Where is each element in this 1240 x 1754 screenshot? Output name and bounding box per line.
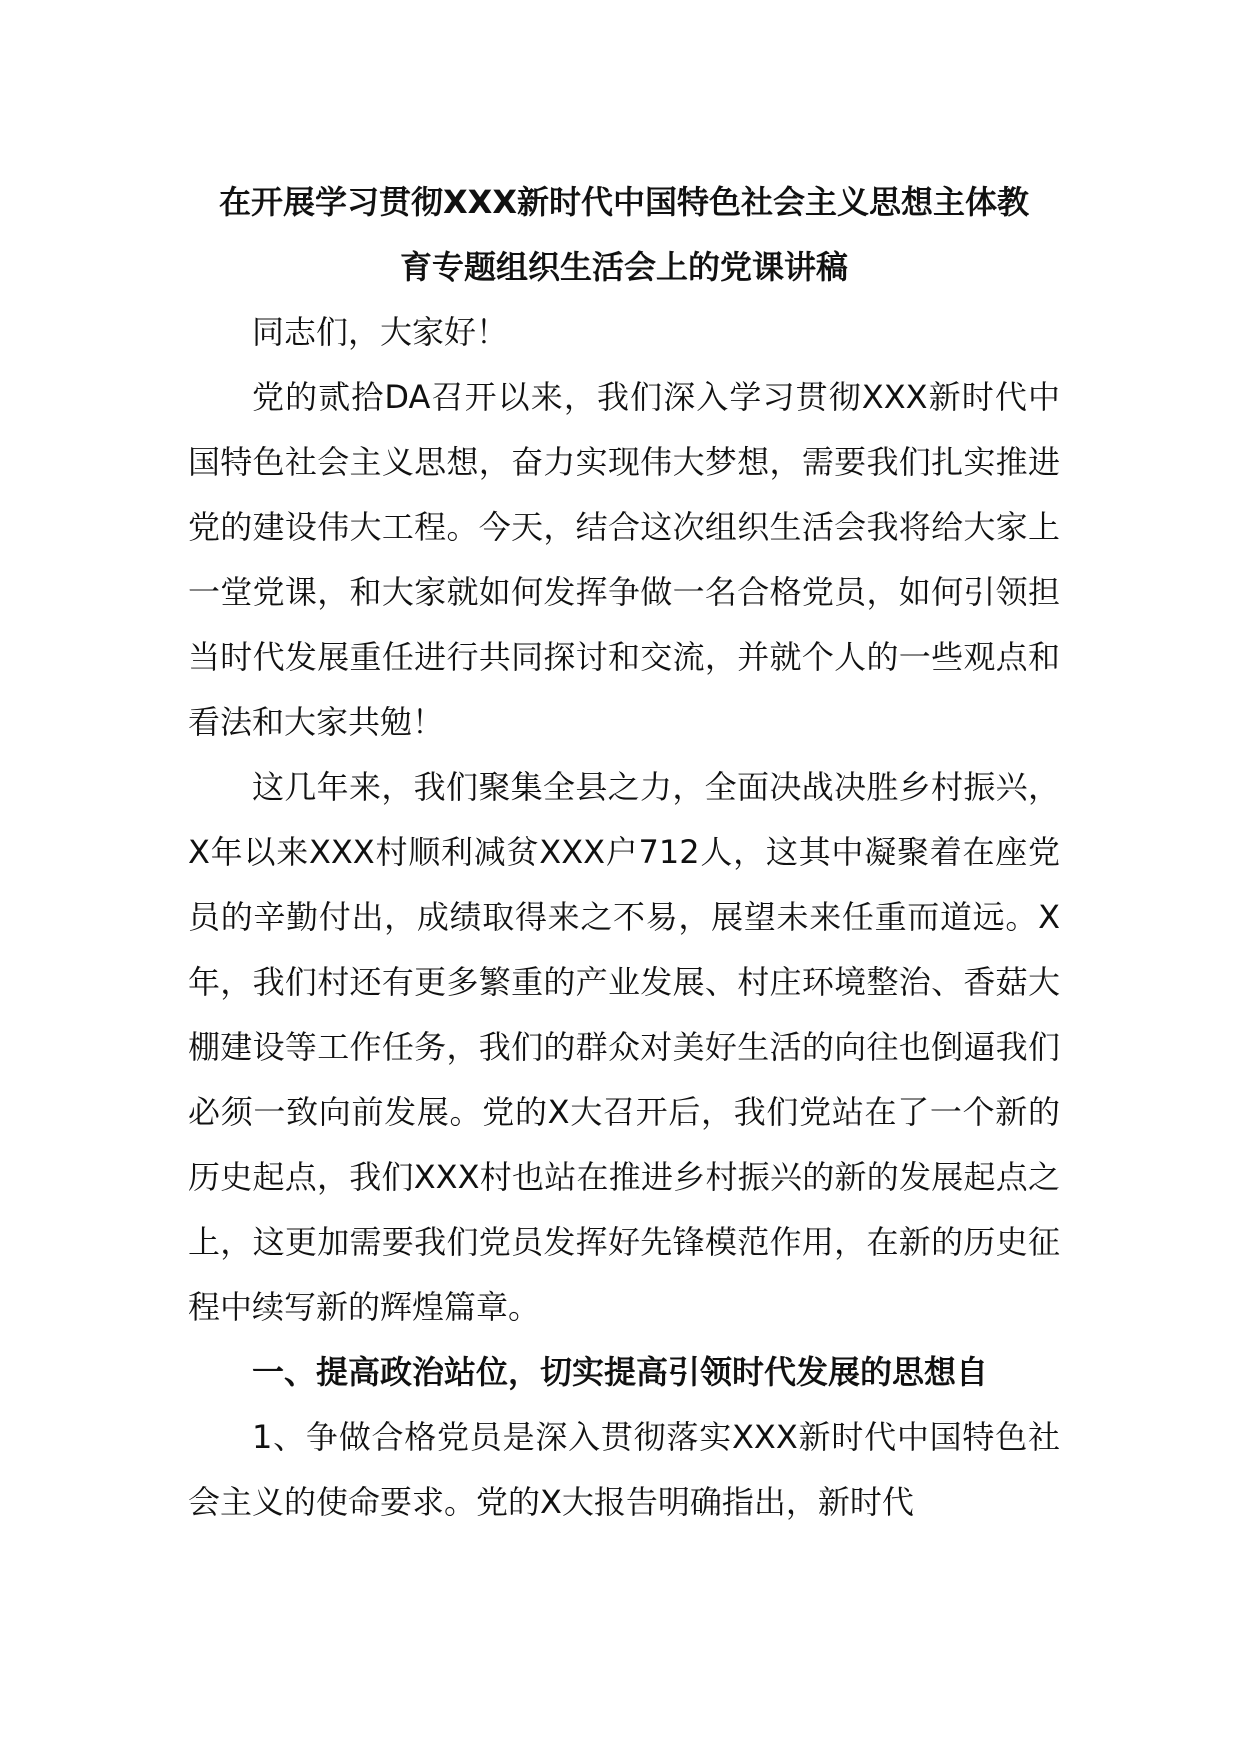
section-1-paragraph: 1、争做合格党员是深入贯彻落实XXX新时代中国特色社会主义的使命要求。党的X大报告明确指出，新时代 (188, 1418, 1060, 1521)
document-title-line-2: 育专题组织生活会上的党课讲稿 (399, 248, 848, 286)
section-heading-1: 一、提高政治站位，切实提高引领时代发展的思想自 (252, 1353, 989, 1391)
paragraph-intro: 党的贰拾DA召开以来，我们深入学习贯彻XXX新时代中国特色社会主义思想，奋力实现伟大梦想，需要我们扎实推进党的建设伟大工程。今天，结合这次组织生活会我将给大家上一堂党课，和大家就如何发挥争做一名合格党员，如何引领担当时代发展重任进行共同探讨和交流，并就个人的一些观点和看法和大家共勉！ (188, 378, 1060, 741)
document-page (188, 170, 1060, 1535)
salutation: 同志们，大家好！ (252, 313, 509, 351)
document-title (188, 170, 1060, 300)
document-title-line-1: 在开展学习贯彻XXX新时代中国特色社会主义思想主体教 (218, 183, 1030, 221)
paragraph-achievements: 这几年来，我们聚集全县之力，全面决战决胜乡村振兴，X年以来XXX村顺利减贫XXX户712人，这其中凝聚着在座党员的辛勤付出，成绩取得来之不易，展望未来任重而道远。X年，我们村还有更多繁重的产业发展、村庄环境整治、香菇大棚建设等工作任务，我们的群众对美好生活的向往也倒逼我们必须一致向前发展。党的X大召开后，我们党站在了一个新的历史起点，我们XXX村也站在推进乡村振兴的新的发展起点之上，这更加需要我们党员发挥好先锋模范作用，在新的历史征程中续写新的辉煌篇章。 (188, 768, 1060, 1326)
